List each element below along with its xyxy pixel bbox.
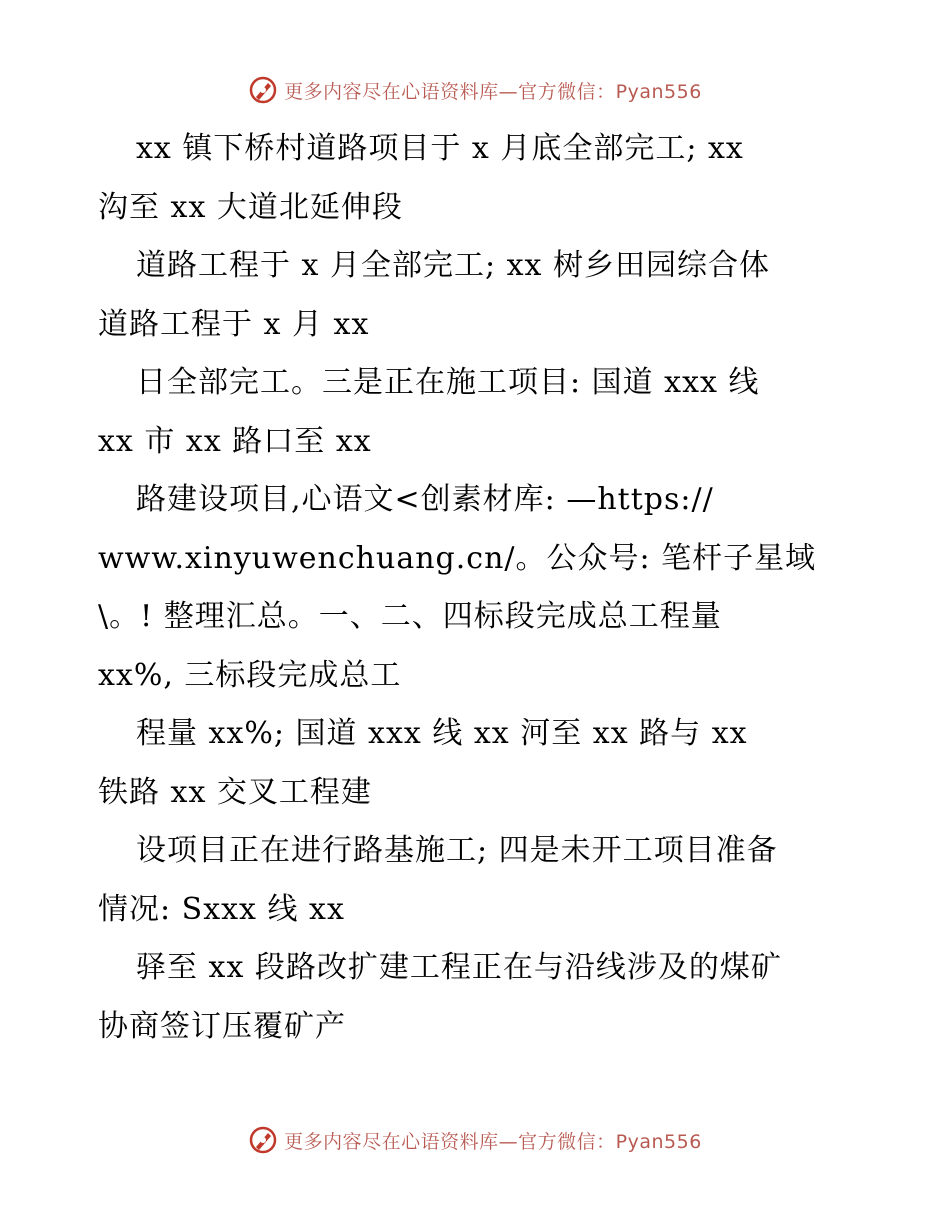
paragraph	[98, 471, 868, 588]
paragraph-line: 日全部完工。三是正在施工项目: 国道 xxx 线	[136, 365, 760, 400]
paragraph	[98, 237, 868, 354]
paragraph-line: 道路工程于 x 月 xx	[98, 306, 370, 342]
paragraph-line: xx 市 xx 路口至 xx	[98, 423, 372, 459]
paragraph-line: www.xinyuwenchuang.cn/。公众号: 笔杆子星域	[98, 540, 817, 576]
paragraph	[98, 939, 868, 1056]
paragraph-line: 道路工程于 x 月全部完工; xx 树乡田园综合体	[136, 248, 771, 283]
paragraph	[98, 705, 868, 822]
footer-banner-text: 更多内容尽在心语资料库—官方微信：Pyan556	[284, 1130, 702, 1153]
paragraph-line: xx%, 三标段完成总工	[98, 657, 402, 693]
paragraph-line: 设项目正在进行路基施工; 四是未开工项目准备	[136, 833, 778, 868]
document-body	[98, 120, 868, 1056]
header-banner	[0, 70, 950, 110]
paragraph	[98, 120, 868, 237]
paragraph	[98, 588, 868, 705]
paragraph-line: \。! 整理汇总。一、二、四标段完成总工程量	[98, 599, 722, 634]
paragraph-line: 路建设项目,心语文<创素材库: —https://	[136, 482, 714, 517]
footer-banner	[0, 1120, 950, 1160]
paragraph-line: 铁路 xx 交叉工程建	[98, 774, 372, 810]
pen-circle-icon	[248, 1125, 278, 1155]
paragraph-line: 沟至 xx 大道北延伸段	[98, 189, 403, 225]
pen-circle-icon	[248, 75, 278, 105]
paragraph-line: 程量 xx%; 国道 xxx 线 xx 河至 xx 路与 xx	[136, 716, 748, 751]
paragraph-line: 情况: Sxxx 线 xx	[98, 891, 345, 927]
paragraph-line: xx 镇下桥村道路项目于 x 月底全部完工; xx	[136, 131, 744, 166]
paragraph	[98, 822, 868, 939]
header-banner-text: 更多内容尽在心语资料库—官方微信：Pyan556	[284, 80, 702, 103]
paragraph	[98, 354, 868, 471]
paragraph-line: 驿至 xx 段路改扩建工程正在与沿线涉及的煤矿	[136, 950, 782, 985]
paragraph-line: 协商签订压覆矿产	[98, 1008, 346, 1044]
